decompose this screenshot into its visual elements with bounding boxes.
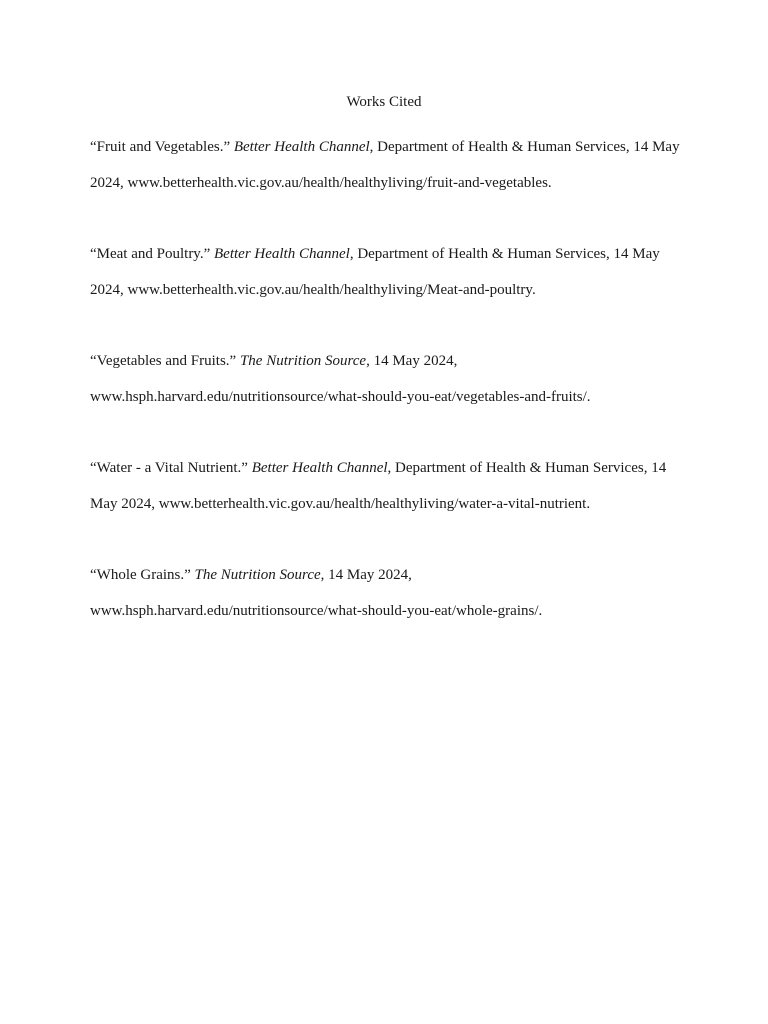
citation-details: , Department of Health & Human Services, 14 May 2024, www.betterhealth.vic.gov.au/health/healthyliving/water-a-vital-nutrient. [90, 460, 667, 512]
citation-container: Better Health Channel [214, 246, 350, 262]
citation-entry [90, 451, 680, 522]
citation-entry [90, 237, 680, 308]
citation-details: , 14 May 2024, www.hsph.harvard.edu/nutritionsource/what-should-you-eat/vegetables-and-fruits/. [90, 353, 591, 405]
citation-details: , 14 May 2024, www.hsph.harvard.edu/nutritionsource/what-should-you-eat/whole-grains/. [90, 567, 543, 619]
citation-details: , Department of Health & Human Services, 14 May 2024, www.betterhealth.vic.gov.au/health/healthyliving/fruit-and-vegetables. [90, 139, 680, 191]
citation-container: The Nutrition Source [239, 353, 367, 369]
citation-title: “Vegetables and Fruits.” [90, 353, 237, 369]
citation-title: “Fruit and Vegetables.” [90, 139, 231, 155]
page-title: Works Cited [346, 94, 422, 110]
citation-container: The Nutrition Source [194, 567, 321, 583]
citation-title: “Whole Grains.” [90, 567, 191, 583]
citation-entry [90, 130, 680, 201]
citation-title: “Meat and Poultry.” [90, 246, 211, 262]
works-cited-list [90, 130, 680, 665]
citation-details: , Department of Health & Human Services, 14 May 2024, www.betterhealth.vic.gov.au/health/healthyliving/Meat-and-poultry. [90, 246, 660, 298]
citation-entry [90, 344, 680, 415]
citation-container: Better Health Channel [251, 460, 388, 476]
citation-container: Better Health Channel [233, 139, 370, 155]
citation-title: “Water - a Vital Nutrient.” [90, 460, 248, 476]
citation-entry [90, 558, 680, 629]
